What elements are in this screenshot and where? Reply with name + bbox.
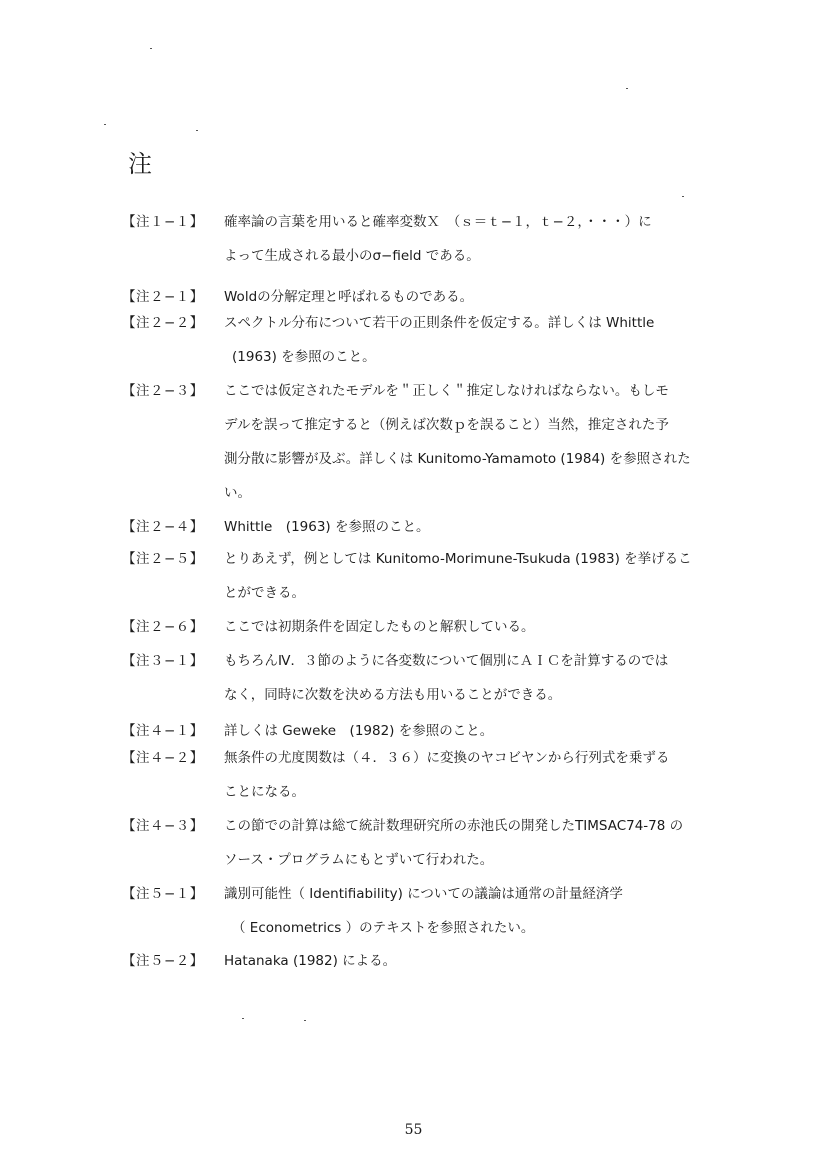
note-line: 測分散に影響が及ぶ。詳しくは Kunitomo-Yamamoto (1984) を参照された bbox=[224, 451, 691, 467]
note-label: 【注２−６】 bbox=[122, 619, 204, 635]
scan-speck bbox=[682, 196, 684, 197]
note-item bbox=[122, 374, 732, 510]
note-line: とができる。 bbox=[224, 585, 305, 601]
note-item bbox=[122, 510, 732, 544]
note-label: 【注２−１】 bbox=[122, 289, 204, 305]
note-line: とりあえず，例としては Kunitomo-Morimune-Tsukuda (1983) を挙げるこ bbox=[224, 551, 692, 567]
scan-speck bbox=[196, 130, 198, 131]
scan-speck bbox=[304, 1020, 306, 1021]
note-body bbox=[224, 205, 732, 273]
note-body bbox=[224, 510, 732, 544]
note-line: デルを誤って推定すると（例えば次数ｐを誤ること）当然，推定された予 bbox=[224, 417, 669, 433]
note-line: この節での計算は総て統計数理研究所の赤池氏の開発したTIMSAC74-78 の bbox=[224, 818, 684, 834]
scan-speck bbox=[150, 48, 152, 49]
note-line: ことになる。 bbox=[224, 784, 305, 800]
note-label: 【注４−３】 bbox=[122, 818, 204, 834]
note-item bbox=[122, 205, 732, 273]
note-label: 【注１−１】 bbox=[122, 214, 204, 230]
note-line: よって生成される最小のσ−field である。 bbox=[224, 248, 480, 264]
note-line: もちろんⅣ．３節のように各変数について個別にＡＩＣを計算するのでは bbox=[224, 653, 669, 669]
note-line: ここでは仮定されたモデルを＂正しく＂推定しなければならない。もしモ bbox=[224, 383, 669, 399]
note-label: 【注３−１】 bbox=[122, 653, 204, 669]
note-line: ソース・プログラムにもとずいて行われた。 bbox=[224, 852, 494, 868]
note-line: 詳しくは Geweke (1982) を参照のこと。 bbox=[224, 723, 494, 739]
note-line: スペクトル分布について若干の正則条件を仮定する。詳しくは Whittle bbox=[224, 315, 655, 331]
note-body bbox=[224, 809, 732, 877]
note-item bbox=[122, 809, 732, 877]
note-line: い。 bbox=[224, 485, 251, 501]
note-line: なく，同時に次数を決める方法も用いることができる。 bbox=[224, 687, 562, 703]
note-line: （ Econometrics ）のテキストを参照されたい。 bbox=[232, 920, 535, 936]
scan-speck bbox=[242, 1018, 244, 1019]
note-item bbox=[122, 542, 732, 610]
note-line: 無条件の尤度関数は（４．３６）に変換のヤコビヤンから行列式を乗ずる bbox=[224, 750, 670, 766]
note-body bbox=[224, 944, 732, 978]
note-label: 【注５−１】 bbox=[122, 886, 204, 902]
note-line: Hatanaka (1982) による。 bbox=[224, 953, 397, 969]
note-body bbox=[224, 542, 732, 610]
note-label: 【注４−１】 bbox=[122, 723, 204, 739]
note-line: 確率論の言葉を用いると確率変数Ｘ （ｓ＝ｔ−１，ｔ−２，・・・）に bbox=[224, 214, 652, 230]
note-line: (1963) を参照のこと。 bbox=[232, 349, 376, 365]
note-item bbox=[122, 306, 732, 374]
note-item bbox=[122, 610, 732, 644]
note-body bbox=[224, 741, 732, 809]
notes-heading: 注 bbox=[128, 150, 154, 178]
note-body bbox=[224, 877, 732, 945]
note-label: 【注４−２】 bbox=[122, 750, 204, 766]
note-body bbox=[224, 644, 732, 712]
scan-speck bbox=[104, 124, 106, 125]
note-item bbox=[122, 944, 732, 978]
note-item bbox=[122, 644, 732, 712]
scan-speck bbox=[626, 88, 628, 89]
note-body bbox=[224, 374, 732, 510]
note-line: Woldの分解定理と呼ばれるものである。 bbox=[224, 289, 474, 305]
note-line: 識別可能性（ Identifiability) についての議論は通常の計量経済学 bbox=[224, 886, 623, 902]
note-body bbox=[224, 306, 732, 374]
note-line: Whittle (1963) を参照のこと。 bbox=[224, 519, 430, 535]
page-number: 55 bbox=[404, 1122, 423, 1138]
note-line: ここでは初期条件を固定したものと解釈している。 bbox=[224, 619, 535, 635]
note-label: 【注２−３】 bbox=[122, 383, 204, 399]
note-label: 【注５−２】 bbox=[122, 953, 204, 969]
note-label: 【注２−２】 bbox=[122, 315, 204, 331]
note-item bbox=[122, 741, 732, 809]
note-label: 【注２−４】 bbox=[122, 519, 204, 535]
note-label: 【注２−５】 bbox=[122, 551, 204, 567]
note-item bbox=[122, 877, 732, 945]
note-body bbox=[224, 610, 732, 644]
